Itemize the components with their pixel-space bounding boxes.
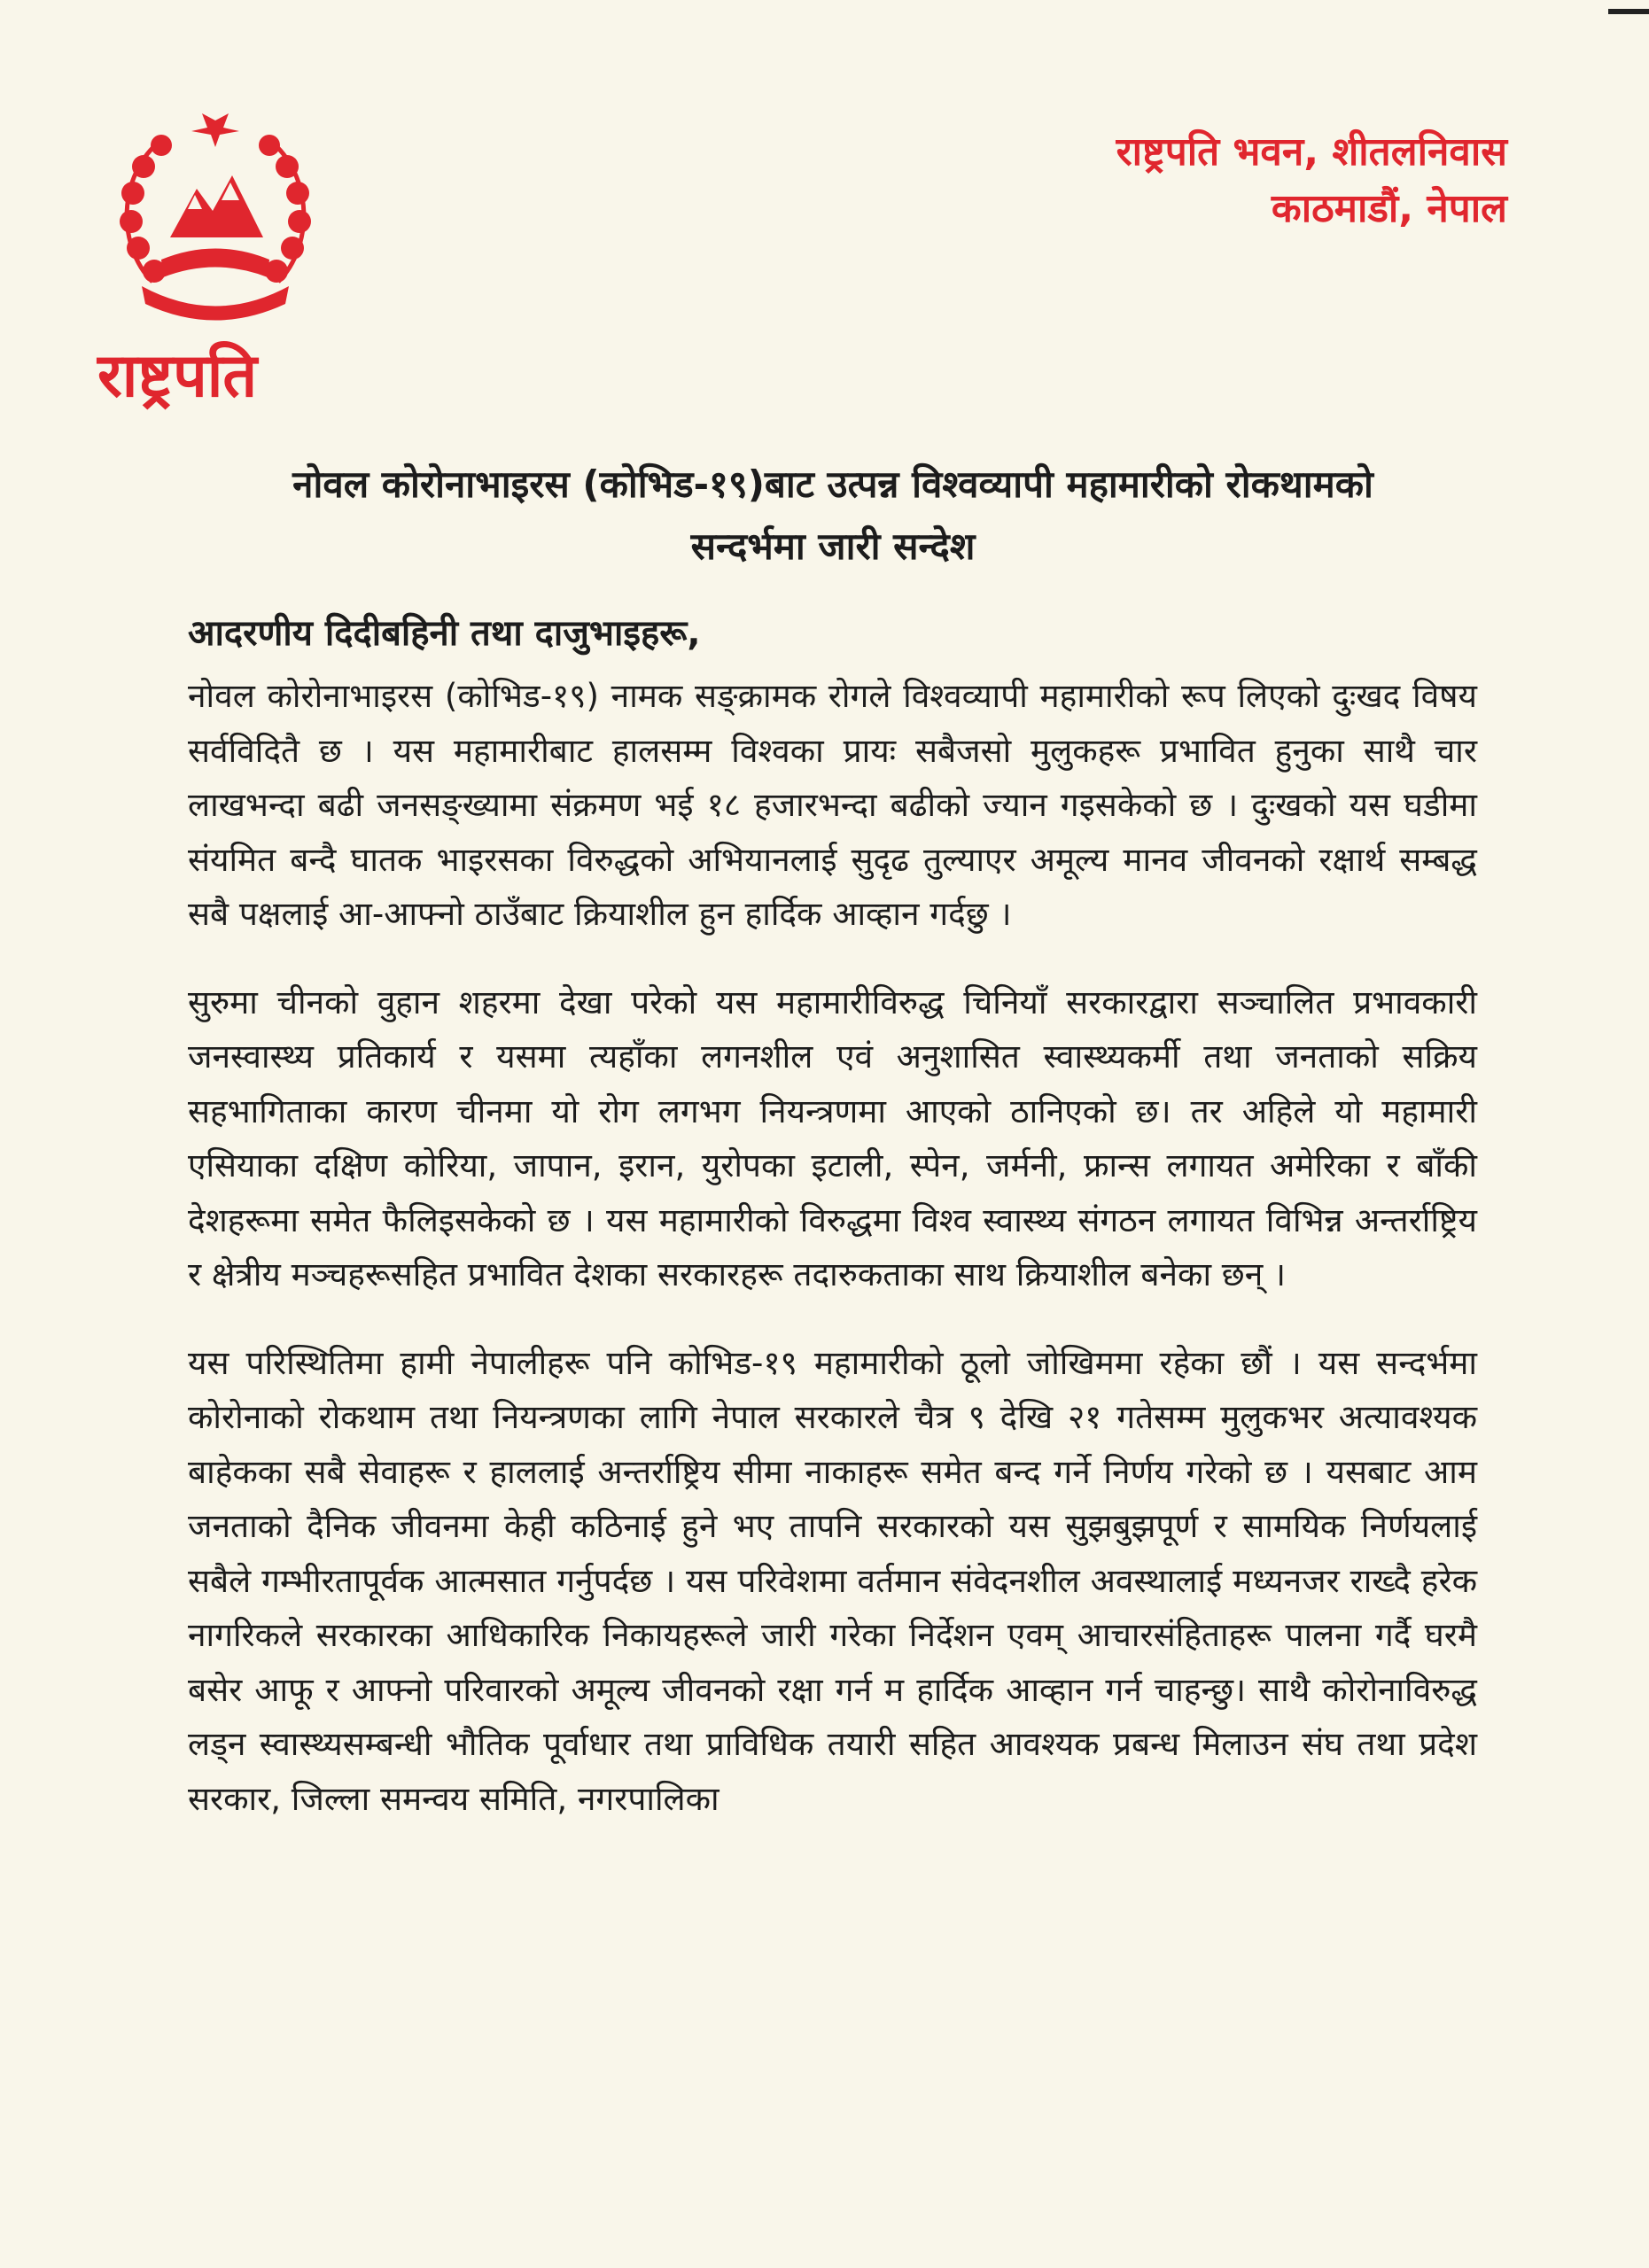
address-line-2: काठमाडौं, नेपाल	[1271, 186, 1507, 231]
nepal-emblem-icon	[99, 105, 331, 333]
document-title	[142, 454, 1524, 578]
paragraph-3: यस परिस्थितिमा हामी नेपालीहरू पनि कोभिड-१९ महामारीको ठूलो जोखिममा रहेका छौं । यस सन्दर्भमा कोरोनाको रोकथाम तथा नियन्त्रणका लागि नेपाल सरकारले चैत्र ९ देखि २१ गतेसम्म मुलुकभर अत्यावश्यक बाहेकका सबै सेवाहरू र हाललाई अन्तर्राष्ट्रिय सीमा नाकाहरू समेत बन्द गर्ने निर्णय गरेको छ । यसबाट आम जनताको दैनिक जीवनमा केही कठिनाई हुने भए तापनि सरकारको यस सुझबुझपूर्ण र सामयिक निर्णयलाई सबैले गम्भीरतापूर्वक आत्मसात गर्नुपर्दछ । यस परिवेशमा वर्तमान संवेदनशील अवस्थालाई मध्यनजर राख्दै हरेक नागरिकले सरकारका आधिकारिक निकायहरूले जारी गरेका निर्देशन एवम् आचारसंहिताहरू पालना गर्दै घरमै बसेर आफू र आफ्नो परिवारको अमूल्य जीवनको रक्षा गर्न म हार्दिक आव्हान गर्न चाहन्छु। साथै कोरोनाविरुद्ध लड्न स्वास्थ्यसम्बन्धी भौतिक पूर्वाधार तथा प्राविधिक तयारी सहित आवश्यक प्रबन्ध मिलाउन संघ तथा प्रदेश सरकार, जिल्ला समन्वय समिति, नगरपालिका	[188, 1343, 1477, 1818]
office-title: राष्ट्रपति	[97, 341, 258, 411]
letter-body	[188, 669, 1477, 1860]
paragraph-2: सुरुमा चीनको वुहान शहरमा देखा परेको यस महामारीविरुद्ध चिनियाँ सरकारद्वारा सञ्चालित प्रभावकारी जनस्वास्थ्य प्रतिकार्य र यसमा त्यहाँका लगनशील एवं अनुशासित स्वास्थ्यकर्मी तथा जनताको सक्रिय सहभागिताका कारण चीनमा यो रोग लगभग नियन्त्रणमा आएको ठानिएको छ। तर अहिले यो महामारी एसियाका दक्षिण कोरिया, जापान, इरान, युरोपका इटाली, स्पेन, जर्मनी, फ्रान्स लगायत अमेरिका र बाँकी देशहरूमा समेत फैलिइसकेको छ । यस महामारीको विरुद्धमा विश्व स्वास्थ्य संगठन लगायत विभिन्न अन्तर्राष्ट्रिय र क्षेत्रीय मञ्चहरूसहित प्रभावित देशका सरकारहरू तदारुकताका साथ क्रियाशील बनेका छन् ।	[188, 983, 1477, 1293]
paragraph-1: नोवल कोरोनाभाइरस (कोभिड-१९) नामक सङ्क्रामक रोगले विश्वव्यापी महामारीको रूप लिएको दुःखद विषय सर्वविदितै छ । यस महामारीबाट हालसम्म विश्वका प्रायः सबैजसो मुलुकहरू प्रभावित हुनुका साथै चार लाखभन्दा बढी जनसङ्ख्यामा संक्रमण भई १८ हजारभन्दा बढीको ज्यान गइसकेको छ । दुःखको यस घडीमा संयमित बन्दै घातक भाइरसका विरुद्धको अभियानलाई सुदृढ तुल्याएर अमूल्य मानव जीवनको रक्षार्थ सम्बद्ध सबै पक्षलाई आ-आफ्नो ठाउँबाट क्रियाशील हुन हार्दिक आव्हान गर्दछु ।	[188, 677, 1477, 933]
scan-mark	[1608, 9, 1649, 14]
title-line-1: नोवल कोरोनाभाइरस (कोभिड-१९)बाट उत्पन्न विश्वव्यापी महामारीको रोकथामको	[292, 462, 1373, 506]
address	[1116, 124, 1507, 237]
title-line-2: सन्दर्भमा जारी सन्देश	[690, 524, 976, 568]
salutation: आदरणीय दिदीबहिनी तथा दाजुभाइहरू,	[188, 613, 701, 654]
address-line-1: राष्ट्रपति भवन, शीतलनिवास	[1116, 129, 1507, 175]
